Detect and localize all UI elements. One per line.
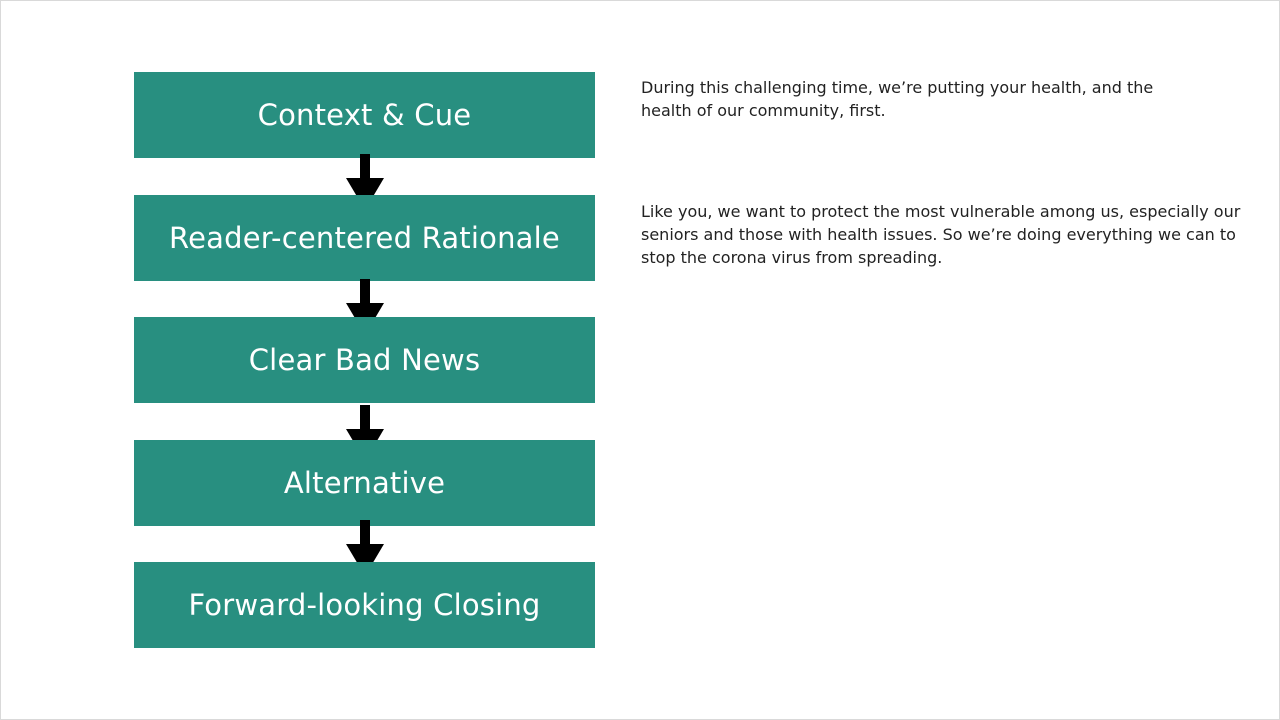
step-label: Forward-looking Closing xyxy=(188,588,541,622)
step-label: Context & Cue xyxy=(257,98,472,132)
step-label: Reader-centered Rationale xyxy=(169,221,560,255)
step-box-forward-looking-closing xyxy=(134,562,595,648)
example-text-context: During this challenging time, we’re putting your health, and the health of our community, first. xyxy=(641,78,1154,120)
step-box-clear-bad-news xyxy=(134,317,595,403)
step-label: Clear Bad News xyxy=(248,343,481,377)
step-box-alternative xyxy=(134,440,595,526)
step-box-reader-centered-rationale xyxy=(134,195,595,281)
step-box-context-and-cue xyxy=(134,72,595,158)
example-text-rationale: Like you, we want to protect the most vulnerable among us, especially our seniors and those with health issues. So we’re doing everything we can to stop the corona virus from spreading. xyxy=(641,202,1241,267)
step-label: Alternative xyxy=(283,466,446,500)
